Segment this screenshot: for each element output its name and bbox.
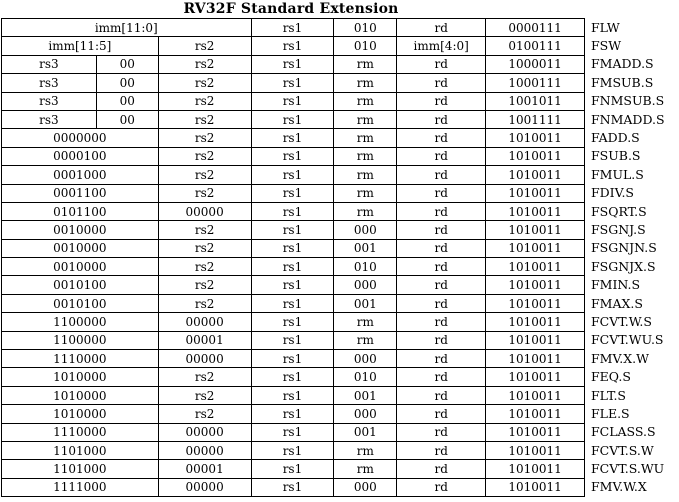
rs1-field: rs1 <box>251 202 334 220</box>
rd-field: rd <box>397 55 486 73</box>
table-row <box>2 166 679 184</box>
opcode-field: 1010011 <box>486 423 585 441</box>
funct3-field: rm <box>334 313 397 331</box>
opcode-field: 1010011 <box>486 276 585 294</box>
fmt-field: 00 <box>96 74 158 92</box>
rd-field: rd <box>397 368 486 386</box>
funct3-field: 010 <box>334 368 397 386</box>
instruction-name: FSUB.S <box>590 148 641 164</box>
instruction-name: FCVT.WU.S <box>590 332 664 348</box>
rs1-field: rs1 <box>251 221 334 239</box>
fmt-field: 00 <box>96 55 158 73</box>
rs1-field: rs1 <box>251 129 334 147</box>
funct7-field: 0000000 <box>2 129 159 147</box>
instruction-name: FMADD.S <box>590 56 654 72</box>
funct7-field: 1010000 <box>2 368 159 386</box>
rs2-field: 00000 <box>158 478 251 496</box>
funct3-field: rm <box>334 460 397 478</box>
opcode-field: 0100111 <box>486 37 585 55</box>
opcode-field: 1010011 <box>486 184 585 202</box>
rd-field: rd <box>397 74 486 92</box>
rd-field: rd <box>397 294 486 312</box>
rm-field: rm <box>334 110 397 128</box>
funct3-field: rm <box>334 166 397 184</box>
rs2-field: rs2 <box>158 276 251 294</box>
rd-field: rd <box>397 478 486 496</box>
funct3-field: rm <box>334 202 397 220</box>
funct7-field: 0010000 <box>2 258 159 276</box>
instruction-name: FSGNJN.S <box>590 240 657 256</box>
opcode-field: 1010011 <box>486 239 585 257</box>
instruction-name: FMV.W.X <box>590 479 647 495</box>
rs1-field: rs1 <box>251 166 334 184</box>
table-row <box>2 386 679 404</box>
funct3-field: rm <box>334 331 397 349</box>
rd-field: rd <box>397 129 486 147</box>
opcode-field: 1010011 <box>486 129 585 147</box>
funct3-field: rm <box>334 441 397 459</box>
imm-field: imm[11:0] <box>2 19 252 37</box>
funct7-field: 0001100 <box>2 184 159 202</box>
rs2-field: rs2 <box>158 405 251 423</box>
table-row <box>2 19 679 37</box>
table-row <box>2 258 679 276</box>
rs1-field: rs1 <box>251 37 334 55</box>
opcode-field: 1010011 <box>486 368 585 386</box>
table-row <box>2 478 679 496</box>
funct3-field: 010 <box>334 258 397 276</box>
table-row <box>2 239 679 257</box>
funct3-field: 000 <box>334 221 397 239</box>
fmt-field: 00 <box>96 92 158 110</box>
rs3-field: rs3 <box>2 92 97 110</box>
rs2-field: rs2 <box>158 166 251 184</box>
table-row <box>2 460 679 478</box>
instruction-name: FDIV.S <box>590 185 634 201</box>
table-row <box>2 313 679 331</box>
rs1-field: rs1 <box>251 74 334 92</box>
instruction-name: FEQ.S <box>590 369 631 385</box>
opcode-field: 1010011 <box>486 331 585 349</box>
rd-field: rd <box>397 202 486 220</box>
opcode-field: 0000111 <box>486 19 585 37</box>
rs1-field: rs1 <box>251 147 334 165</box>
rs1-field: rs1 <box>251 368 334 386</box>
opcode-field: 1010011 <box>486 386 585 404</box>
opcode-field: 1010011 <box>486 258 585 276</box>
rd-field: rd <box>397 423 486 441</box>
rs1-field: rs1 <box>251 239 334 257</box>
rs2-field: rs2 <box>158 239 251 257</box>
table-row <box>2 147 679 165</box>
rm-field: rm <box>334 74 397 92</box>
instruction-name: FSQRT.S <box>590 203 647 219</box>
rd-field: rd <box>397 460 486 478</box>
opcode-field: 1010011 <box>486 166 585 184</box>
table-row <box>2 350 679 368</box>
rd-field: rd <box>397 184 486 202</box>
funct7-field: 0000100 <box>2 147 159 165</box>
rd-field: rd <box>397 441 486 459</box>
rs2-field: rs2 <box>158 37 251 55</box>
rd-field: rd <box>397 276 486 294</box>
rs2-field: rs2 <box>158 110 251 128</box>
rs1-field: rs1 <box>251 350 334 368</box>
instruction-name: FSGNJ.S <box>590 221 646 237</box>
table-row <box>2 276 679 294</box>
opcode-field: 1010011 <box>486 478 585 496</box>
table-row <box>2 441 679 459</box>
table-row <box>2 405 679 423</box>
rs2-field: rs2 <box>158 368 251 386</box>
rs2-field: rs2 <box>158 221 251 239</box>
funct3-field: 001 <box>334 386 397 404</box>
table-row <box>2 92 679 110</box>
opcode-field: 1010011 <box>486 294 585 312</box>
opcode-field: 1010011 <box>486 350 585 368</box>
opcode-field: 1000111 <box>486 74 585 92</box>
funct3-field: rm <box>334 129 397 147</box>
instruction-name: FNMADD.S <box>590 111 665 127</box>
opcode-field: 1001111 <box>486 110 585 128</box>
table-row <box>2 74 679 92</box>
table-row <box>2 294 679 312</box>
funct7-field: 1111000 <box>2 478 159 496</box>
rs2-field: rs2 <box>158 258 251 276</box>
opcode-field: 1010011 <box>486 441 585 459</box>
table-row <box>2 37 679 55</box>
instruction-name: FLE.S <box>590 405 630 421</box>
funct3-field: 000 <box>334 478 397 496</box>
table-row <box>2 129 679 147</box>
funct3-field: rm <box>334 147 397 165</box>
funct3-field: 000 <box>334 276 397 294</box>
instruction-name: FCLASS.S <box>590 424 656 440</box>
imm-lo-field: imm[4:0] <box>397 37 486 55</box>
instruction-name: FCVT.S.WU <box>590 461 665 477</box>
encoding-table-body <box>2 19 679 497</box>
rs1-field: rs1 <box>251 55 334 73</box>
funct7-field: 1101000 <box>2 441 159 459</box>
instruction-name: FLW <box>590 19 620 35</box>
funct7-field: 0101100 <box>2 202 159 220</box>
funct7-field: 1010000 <box>2 386 159 404</box>
opcode-field: 1010011 <box>486 202 585 220</box>
rs2-field: rs2 <box>158 92 251 110</box>
encoding-table <box>1 18 679 497</box>
funct7-field: 1101000 <box>2 460 159 478</box>
rm-field: rm <box>334 92 397 110</box>
rd-field: rd <box>397 147 486 165</box>
funct3-field: 000 <box>334 405 397 423</box>
instruction-name: FMIN.S <box>590 277 641 293</box>
rs2-field: 00000 <box>158 202 251 220</box>
rd-field: rd <box>397 331 486 349</box>
funct7-field: 0010100 <box>2 294 159 312</box>
funct3-field: 010 <box>334 37 397 55</box>
rs2-field: rs2 <box>158 55 251 73</box>
rs1-field: rs1 <box>251 258 334 276</box>
opcode-field: 1010011 <box>486 460 585 478</box>
rs2-field: rs2 <box>158 294 251 312</box>
opcode-field: 1010011 <box>486 221 585 239</box>
rs1-field: rs1 <box>251 405 334 423</box>
rs2-field: 00000 <box>158 441 251 459</box>
rs2-field: 00000 <box>158 313 251 331</box>
rs1-field: rs1 <box>251 184 334 202</box>
rs3-field: rs3 <box>2 110 97 128</box>
rd-field: rd <box>397 239 486 257</box>
rd-field: rd <box>397 19 486 37</box>
funct7-field: 0010000 <box>2 221 159 239</box>
funct3-field: 001 <box>334 239 397 257</box>
rs2-field: rs2 <box>158 184 251 202</box>
table-row <box>2 221 679 239</box>
rs2-field: rs2 <box>158 74 251 92</box>
table-row <box>2 184 679 202</box>
opcode-field: 1000011 <box>486 55 585 73</box>
rs1-field: rs1 <box>251 478 334 496</box>
rs1-field: rs1 <box>251 423 334 441</box>
rm-field: rm <box>334 55 397 73</box>
imm-hi-field: imm[11:5] <box>2 37 159 55</box>
table-row <box>2 423 679 441</box>
opcode-field: 1010011 <box>486 405 585 423</box>
table-row <box>2 368 679 386</box>
rd-field: rd <box>397 221 486 239</box>
instruction-name: FCVT.S.W <box>590 442 654 458</box>
rd-field: rd <box>397 92 486 110</box>
instruction-name: FADD.S <box>590 130 640 146</box>
rs2-field: 00001 <box>158 331 251 349</box>
rs2-field: 00000 <box>158 350 251 368</box>
instruction-name: FMSUB.S <box>590 74 654 90</box>
rd-field: rd <box>397 313 486 331</box>
funct7-field: 1110000 <box>2 350 159 368</box>
funct7-field: 1100000 <box>2 313 159 331</box>
funct7-field: 0010100 <box>2 276 159 294</box>
funct7-field: 1100000 <box>2 331 159 349</box>
funct7-field: 1110000 <box>2 423 159 441</box>
instruction-name: FMAX.S <box>590 295 643 311</box>
rs1-field: rs1 <box>251 331 334 349</box>
opcode-field: 1001011 <box>486 92 585 110</box>
rs3-field: rs3 <box>2 74 97 92</box>
rd-field: rd <box>397 258 486 276</box>
rd-field: rd <box>397 110 486 128</box>
rd-field: rd <box>397 166 486 184</box>
funct3-field: 010 <box>334 19 397 37</box>
table-row <box>2 202 679 220</box>
rs3-field: rs3 <box>2 55 97 73</box>
rs1-field: rs1 <box>251 460 334 478</box>
table-row <box>2 55 679 73</box>
rs2-field: 00000 <box>158 423 251 441</box>
rs1-field: rs1 <box>251 441 334 459</box>
funct3-field: rm <box>334 184 397 202</box>
rs2-field: rs2 <box>158 129 251 147</box>
instruction-name: FSGNJX.S <box>590 258 656 274</box>
rs1-field: rs1 <box>251 313 334 331</box>
rs2-field: 00001 <box>158 460 251 478</box>
rs1-field: rs1 <box>251 19 334 37</box>
rs1-field: rs1 <box>251 276 334 294</box>
table-row <box>2 331 679 349</box>
instruction-name: FMV.X.W <box>590 350 649 366</box>
funct3-field: 001 <box>334 423 397 441</box>
rs1-field: rs1 <box>251 294 334 312</box>
rs2-field: rs2 <box>158 147 251 165</box>
instruction-name: FNMSUB.S <box>590 93 665 109</box>
rs1-field: rs1 <box>251 92 334 110</box>
table-row <box>2 110 679 128</box>
instruction-name: FMUL.S <box>590 166 644 182</box>
table-title: RV32F Standard Extension <box>183 1 399 17</box>
funct7-field: 0010000 <box>2 239 159 257</box>
opcode-field: 1010011 <box>486 313 585 331</box>
rd-field: rd <box>397 386 486 404</box>
rd-field: rd <box>397 405 486 423</box>
instruction-name: FSW <box>590 38 622 54</box>
funct3-field: 000 <box>334 350 397 368</box>
instruction-name: FLT.S <box>590 387 626 403</box>
rs2-field: rs2 <box>158 386 251 404</box>
rs1-field: rs1 <box>251 110 334 128</box>
opcode-field: 1010011 <box>486 147 585 165</box>
instruction-name: FCVT.W.S <box>590 313 652 329</box>
funct3-field: 001 <box>334 294 397 312</box>
funct7-field: 0001000 <box>2 166 159 184</box>
funct7-field: 1010000 <box>2 405 159 423</box>
rd-field: rd <box>397 350 486 368</box>
rs1-field: rs1 <box>251 386 334 404</box>
fmt-field: 00 <box>96 110 158 128</box>
